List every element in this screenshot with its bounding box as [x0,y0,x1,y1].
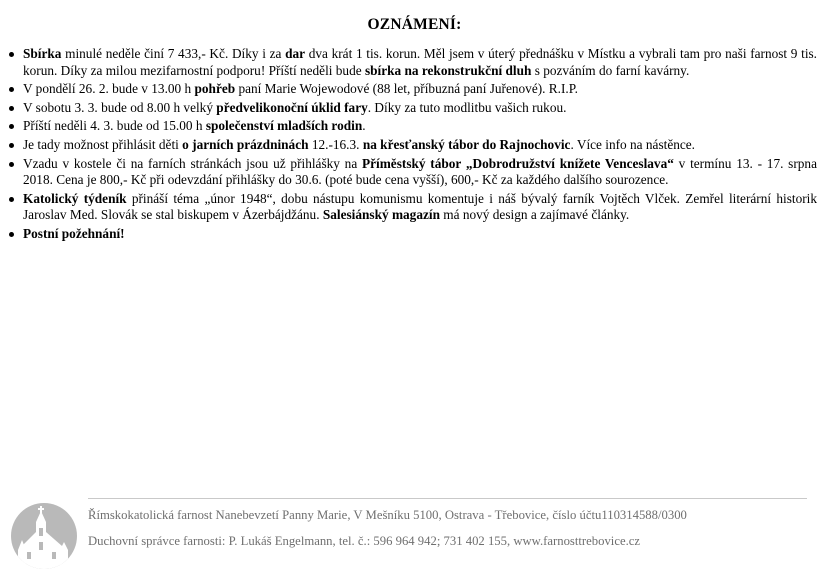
page-title: OZNÁMENÍ: [367,16,462,33]
bold-text: Postní požehnání! [23,225,125,241]
text-segment: V sobotu 3. 3. bude od 8.00 h velký [23,99,217,115]
bold-text: sbírka na rekonstrukční dluh [364,62,532,78]
announcement-item [6,226,817,243]
announcement-list [6,46,817,245]
bold-text: Příměstský tábor „Dobrodružství knížete Venceslava“ [362,155,674,171]
church-logo-icon [10,502,78,570]
text-segment: paní Marie Wojewodové (88 let, příbuzná paní Juřenové). R.I.P. [235,81,578,97]
text-segment: . Více info na nástěnce. [570,136,696,152]
bold-text: pohřeb [194,81,236,97]
text-segment: Příští neděli 4. 3. bude od 15.00 h [23,118,206,134]
bold-text: Sbírka [23,46,62,61]
announcement-item [6,191,817,224]
bold-text: Katolický týdeník [23,190,127,206]
text-segment: s pozváním do farní kavárny. [531,62,690,78]
text-segment: má nový design a zajímavé články. [439,207,630,223]
announcement-item [6,100,817,117]
text-segment: v termínu 13. - 17. srpna 2018. Cena je 800,- Kč při odevzdání přihlášky do 30.6. (poté bude cena vyšší), 600,- Kč za každého dalšího sourozence. [23,155,817,188]
announcement-item [6,118,817,135]
announcement-item [6,137,817,154]
text-segment: . [362,118,366,134]
text-segment: přináší téma „únor 1948“, dobu nástupu komunismu komentuje i náš bývalý farník Vojtěch Vlček. Zemřel literární historik Jaroslav Med. Slovák se stal biskupem v Ázerbájdžánu. [23,190,817,223]
bold-text: na křesťanský tábor do Rajnochovic [362,136,571,152]
text-segment: Vzadu v kostele či na farních stránkách jsou už přihlášky na [23,155,363,171]
announcement-item [6,81,817,98]
footer-contact-info: Duchovní správce farnosti: P. Lukáš Engelmann, tel. č.: 596 964 942; 731 402 155, www.farnosttrebovice.cz [88,534,641,548]
text-segment: . Díky za tuto modlitbu vašich rukou. [367,99,567,115]
text-segment: dva krát 1 tis. korun. Měl jsem v úterý přednášku v Místku a vybrali tam pro naši farnost 9 tis. korun. Díky za milou mezifarnostní podporu! Příští neděli bude [23,46,818,78]
text-segment: minulé neděle činí 7 433,- Kč. Díky i za [61,46,286,61]
text-segment: V pondělí 26. 2. bude v 13.00 h [23,81,195,97]
announcement-item [6,156,817,189]
bold-text: společenství mladších rodin [205,118,363,134]
bold-text: Salesiánský magazín [322,207,440,223]
text-segment: Je tady možnost přihlásit děti [23,136,183,152]
bold-text: dar [285,46,306,61]
bold-text: předvelikonoční úklid fary [216,99,368,115]
footer-parish-info: Římskokatolická farnost Nanebevzetí Panny Marie, V Mešníku 5100, Ostrava - Třebovice, číslo účtu110314588/0300 [88,508,687,522]
footer-divider [88,498,807,499]
announcement-item [6,46,817,79]
text-segment: 12.-16.3. [308,136,363,152]
bold-text: o jarních prázdninách [182,136,309,152]
